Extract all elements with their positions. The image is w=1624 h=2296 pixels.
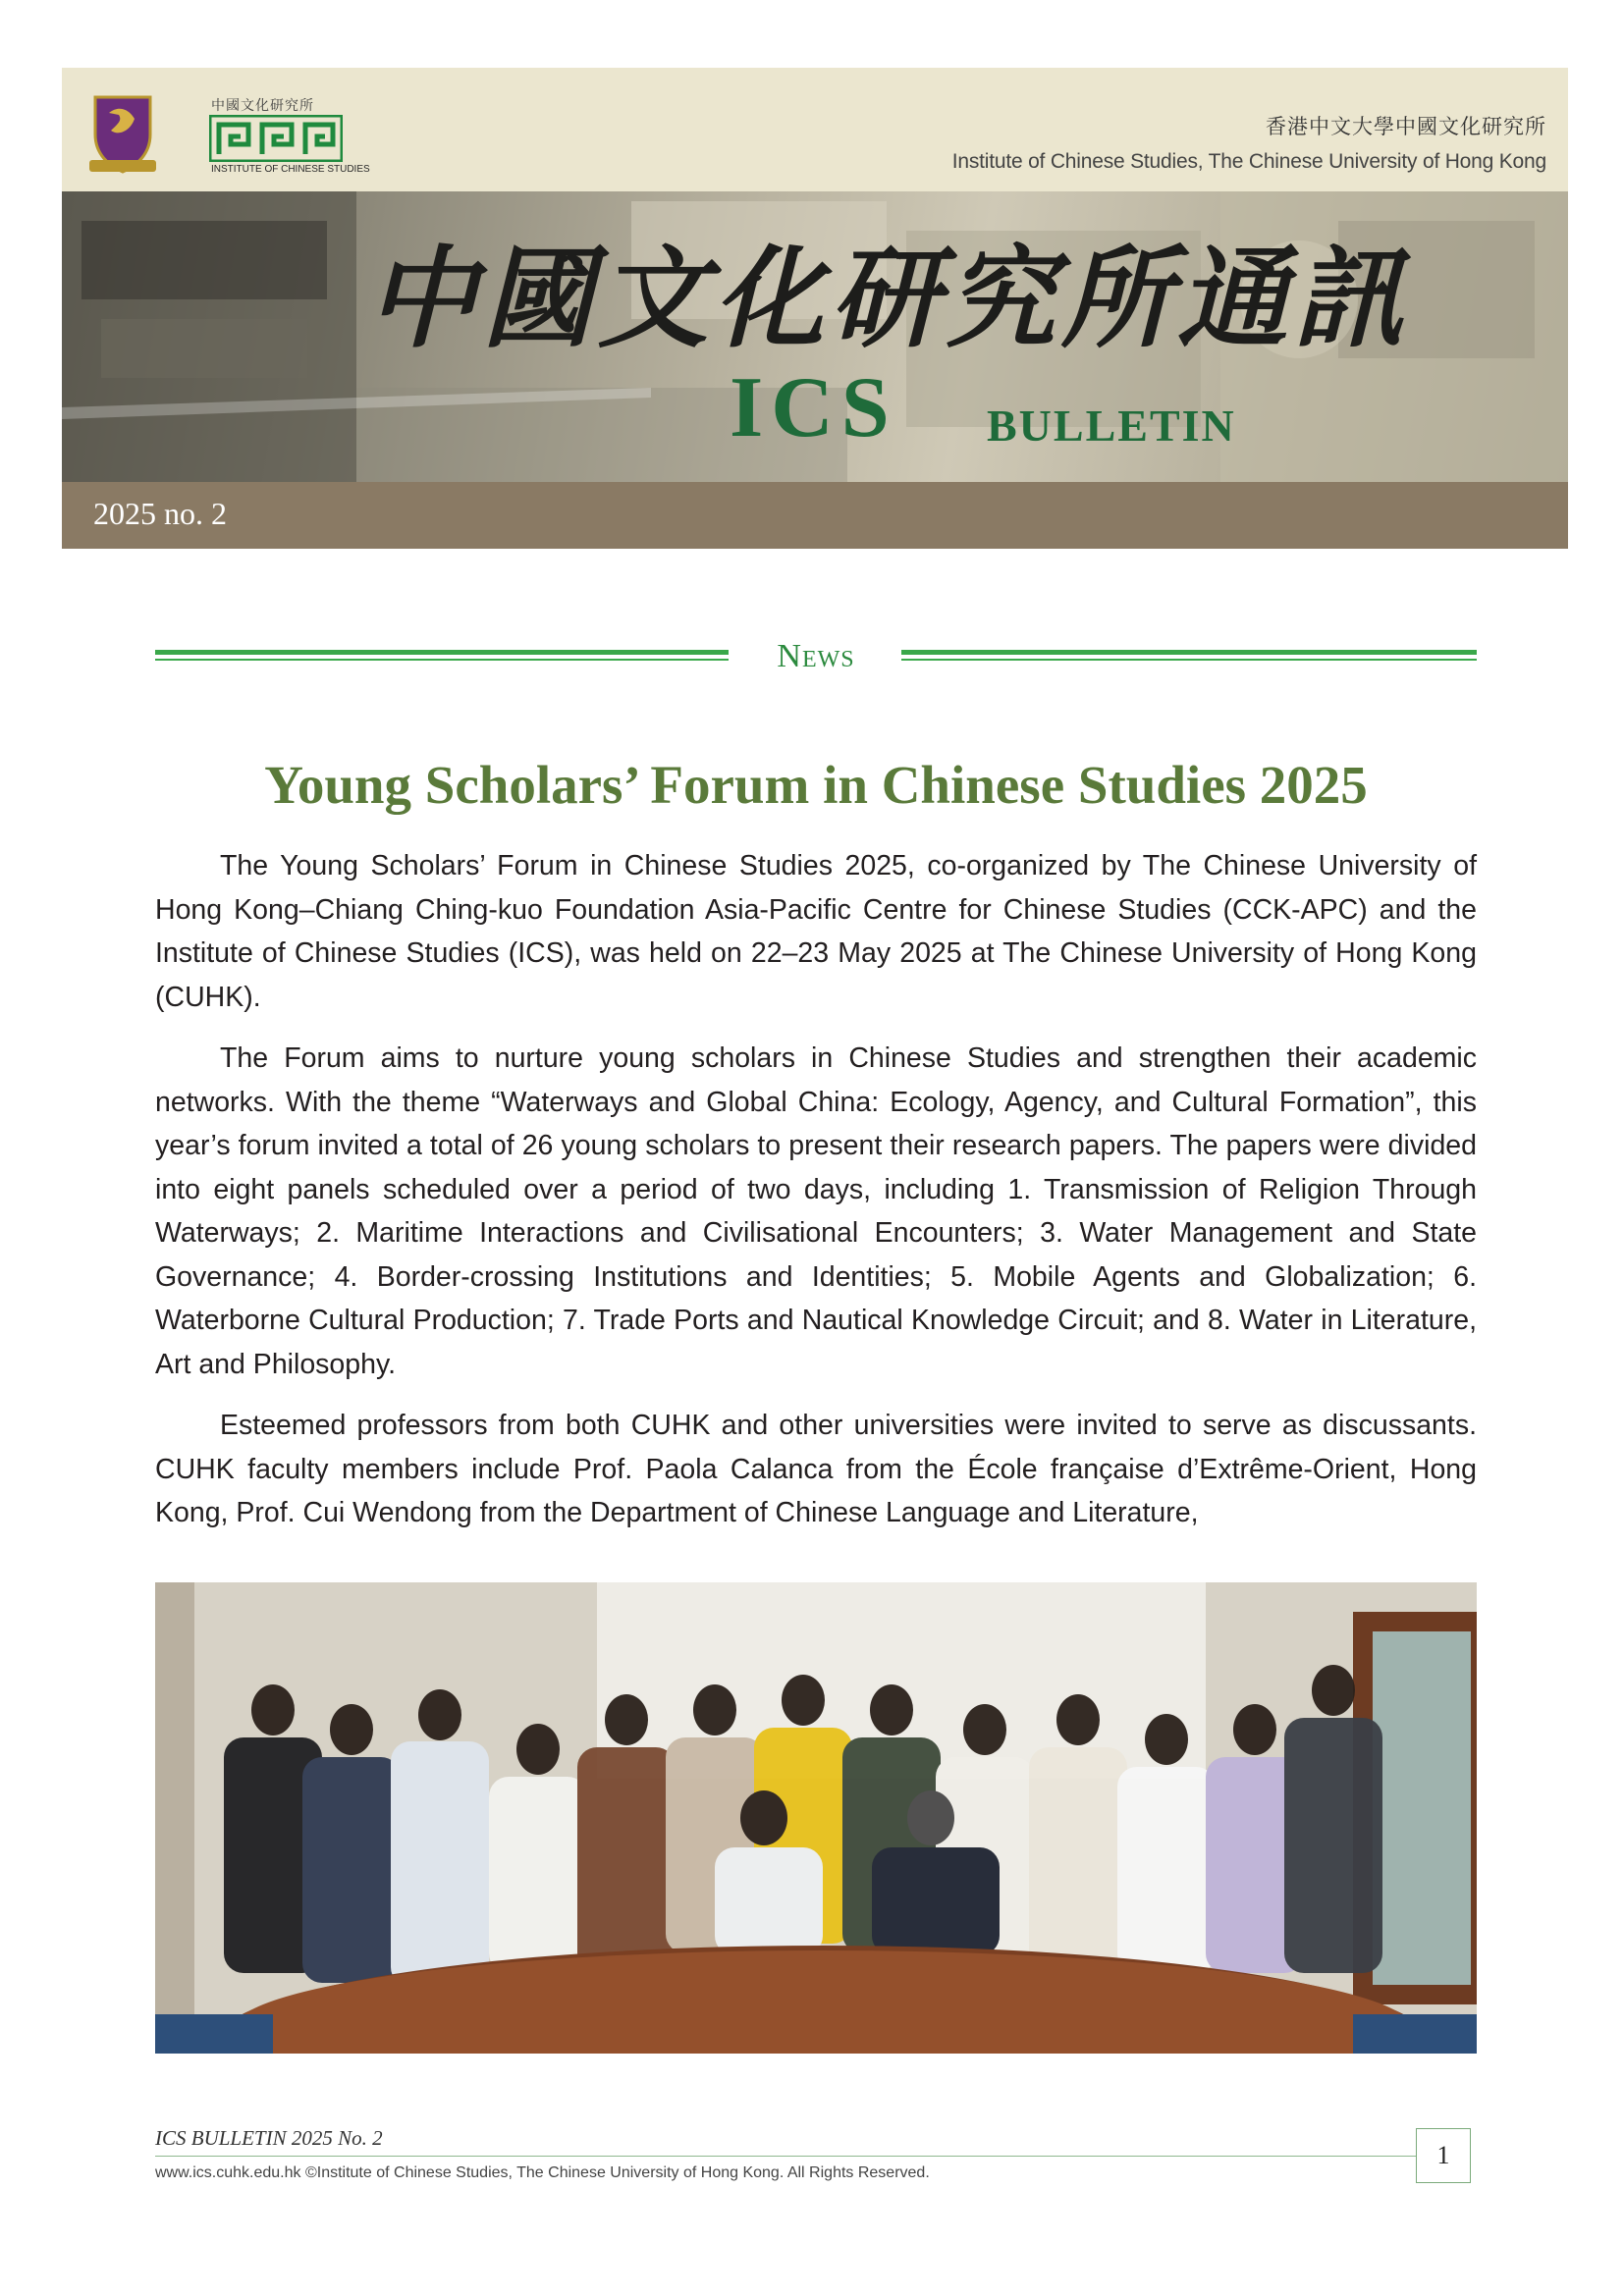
article-headline: Young Scholars’ Forum in Chinese Studies 2025 [264,755,1368,815]
bulletin-title-bulletin: BULLETIN [987,400,1236,451]
article-paragraph: Esteemed professors from both CUHK and other universities were invited to serve as discussants. CUHK faculty members include Prof. Paola Calanca from the École française d’Extrême-Orient, Hong Kong, Prof. Cui Wendong from the Department of Chinese Language and Literature, [155,1410,1477,1528]
bulletin-title-ics: ICS [730,360,897,455]
ics-logo-mark [209,115,343,162]
article-paragraph: The Young Scholars’ Forum in Chinese Studies 2025, co-organized by The Chinese University of Hong Kong–Chiang Ching-kuo Foundation Asia-Pacific Centre for Chinese Studies (CCK-APC) and the Institute of Chinese Studies (ICS), was held on 22–23 May 2025 at The Chinese University of Hong Kong (CUHK). [155,850,1477,1013]
section-rule-right [901,650,1477,664]
masthead [62,68,1568,549]
ics-logo [209,95,370,180]
footer-bulletin-label: ICS BULLETIN 2025 No. 2 [155,2126,383,2150]
cuhk-crest-logo [89,91,156,174]
institute-name-english: Institute of Chinese Studies, The Chinese University of Hong Kong [951,150,1546,173]
section-label: News [777,638,855,674]
ics-logo-chinese: 中國文化研究所 [211,98,314,114]
issue-number: 2025 no. 2 [93,496,227,531]
masthead-top-bar [62,68,1568,191]
group-photo-image [155,1582,1477,2054]
article-body [155,844,1477,1553]
ics-logo-english: INSTITUTE OF CHINESE STUDIES [211,164,370,175]
issue-bar [62,482,1568,549]
article-paragraph: The Forum aims to nurture young scholars in Chinese Studies and strengthen their academic networks. With the theme “Waterways and Global China: Ecology, Agency, and Cultural Formation”, this year’s forum invited a total of 26 young scholars to present their research papers. The papers were divided into eight panels scheduled over a period of two days, including 1. Transmission of Religion Through Waterways; 2. Maritime Interactions and Civilisational Encounters; 3. Water Management and State Governance; 4. Border-crossing Institutions and Identities; 5. Mobile Agents and Globalization; 6. Waterborne Cultural Production; 7. Trade Ports and Nautical Knowledge Circuit; and 8. Water in Literature, Art and Philosophy. [155,1042,1477,1380]
page-number: 1 [1416,2128,1471,2183]
footer-copyright: www.ics.cuhk.edu.hk ©Institute of Chinese Studies, The Chinese University of Hong Kong. All Rights Reserved. [155,2164,930,2181]
group-photo [155,1582,1477,2054]
section-heading [155,638,1477,677]
bulletin-title-chinese: 中國文化研究所通訊 [366,235,1409,363]
footer-rule [155,2156,1416,2157]
institute-name-chinese: 香港中文大學中國文化研究所 [1266,115,1546,138]
masthead-banner [62,191,1568,482]
